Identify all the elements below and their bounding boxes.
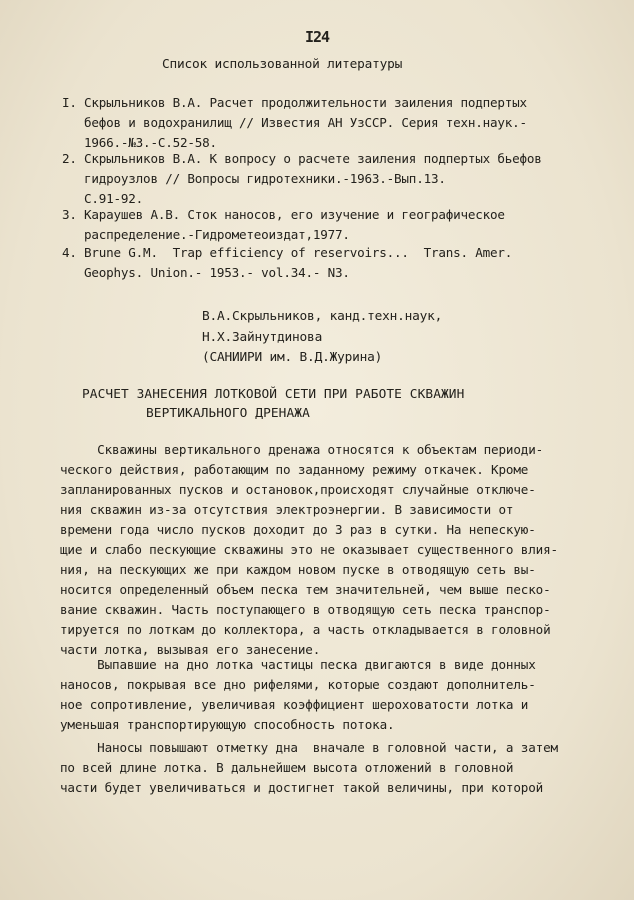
text-line: уменьшая транспортирующую способность потока.: [60, 717, 395, 732]
reference-line: Скрыльников В.А. К вопросу о расчете заиления подпертых бьефов: [84, 151, 542, 166]
reference-line: бефов и водохранилищ // Известия АН УзССР. Серия техн.наук.-: [84, 115, 527, 130]
reference-line: Geophys. Union.- 1953.- vol.34.- N3.: [84, 265, 350, 280]
text-line: части лотка, вызывая его занесение.: [60, 642, 321, 657]
text-line: части будет увеличиваться и достигнет такой величины, при которой: [60, 780, 544, 795]
reference-line: Скрыльников В.А. Расчет продолжительности заиления подпертых: [84, 95, 527, 110]
text-line: запланированных пусков и остановок,происходят случайные отключе-: [60, 482, 536, 497]
text-line: носится определенный объем песка тем значительней, чем выше песко-: [60, 582, 551, 597]
reference-line: Караушев А.В. Сток наносов, его изучение и географическое: [84, 207, 505, 222]
text-line: щие и слабо пескующие скважины это не оказывает существенного влия-: [60, 542, 558, 557]
reference-number: 4.: [62, 245, 77, 260]
reference-line: гидроузлов // Вопросы гидротехники.-1963.-Вып.13.: [84, 171, 446, 186]
text-line: времени года число пусков доходит до 3 раз в сутки. На непескую-: [60, 522, 536, 537]
text-line: по всей длине лотка. В дальнейшем высота отложений в головной: [60, 760, 514, 775]
text-line: тируется по лоткам до коллектора, а часть откладывается в головной: [60, 622, 551, 637]
author-line: Н.Х.Зайнутдинова: [202, 330, 323, 345]
text-line: ное сопротивление, увеличивая коэффициент шероховатости лотка и: [60, 697, 529, 712]
text-line: ческого действия, работающим по заданному режиму откачек. Кроме: [60, 462, 529, 477]
references-heading: Список использованной литературы: [162, 57, 403, 72]
reference-line: распределение.-Гидрометеоиздат,1977.: [84, 227, 350, 242]
text-line: Наносы повышают отметку дна вначале в головной части, а затем: [60, 740, 558, 755]
author-affiliation: (САНИИРИ им. В.Д.Журина): [202, 350, 383, 365]
text-line: Выпавшие на дно лотка частицы песка двигаются в виде донных: [60, 657, 536, 672]
article-title: РАСЧЕТ ЗАНЕСЕНИЯ ЛОТКОВОЙ СЕТИ ПРИ РАБОТЕ СКВАЖИН: [82, 387, 465, 402]
author-line: В.А.Скрыльников, канд.техн.наук,: [202, 309, 443, 324]
text-line: наносов, покрывая все дно рифелями, которые создают дополнитель-: [60, 677, 536, 692]
text-line: ния скважин из-за отсутствия электроэнергии. В зависимости от: [60, 502, 514, 517]
article-title: ВЕРТИКАЛЬНОГО ДРЕНАЖА: [146, 406, 310, 421]
reference-number: I.: [62, 95, 77, 110]
reference-number: 2.: [62, 151, 77, 166]
reference-number: 3.: [62, 207, 77, 222]
reference-line: Brune G.M. Trap efficiency of reservoirs... Trans. Amer.: [84, 245, 513, 260]
text-line: Скважины вертикального дренажа относятся к объектам периоди-: [60, 442, 544, 457]
reference-line: С.91-92.: [84, 191, 144, 206]
reference-line: 1966.-№3.-С.52-58.: [84, 135, 217, 150]
page-number: I24: [305, 28, 330, 46]
text-line: ния, на пескующих же при каждом новом пуске в отводящую сеть вы-: [60, 562, 536, 577]
text-line: вание скважин. Часть поступающего в отводящую сеть песка транспор-: [60, 602, 551, 617]
